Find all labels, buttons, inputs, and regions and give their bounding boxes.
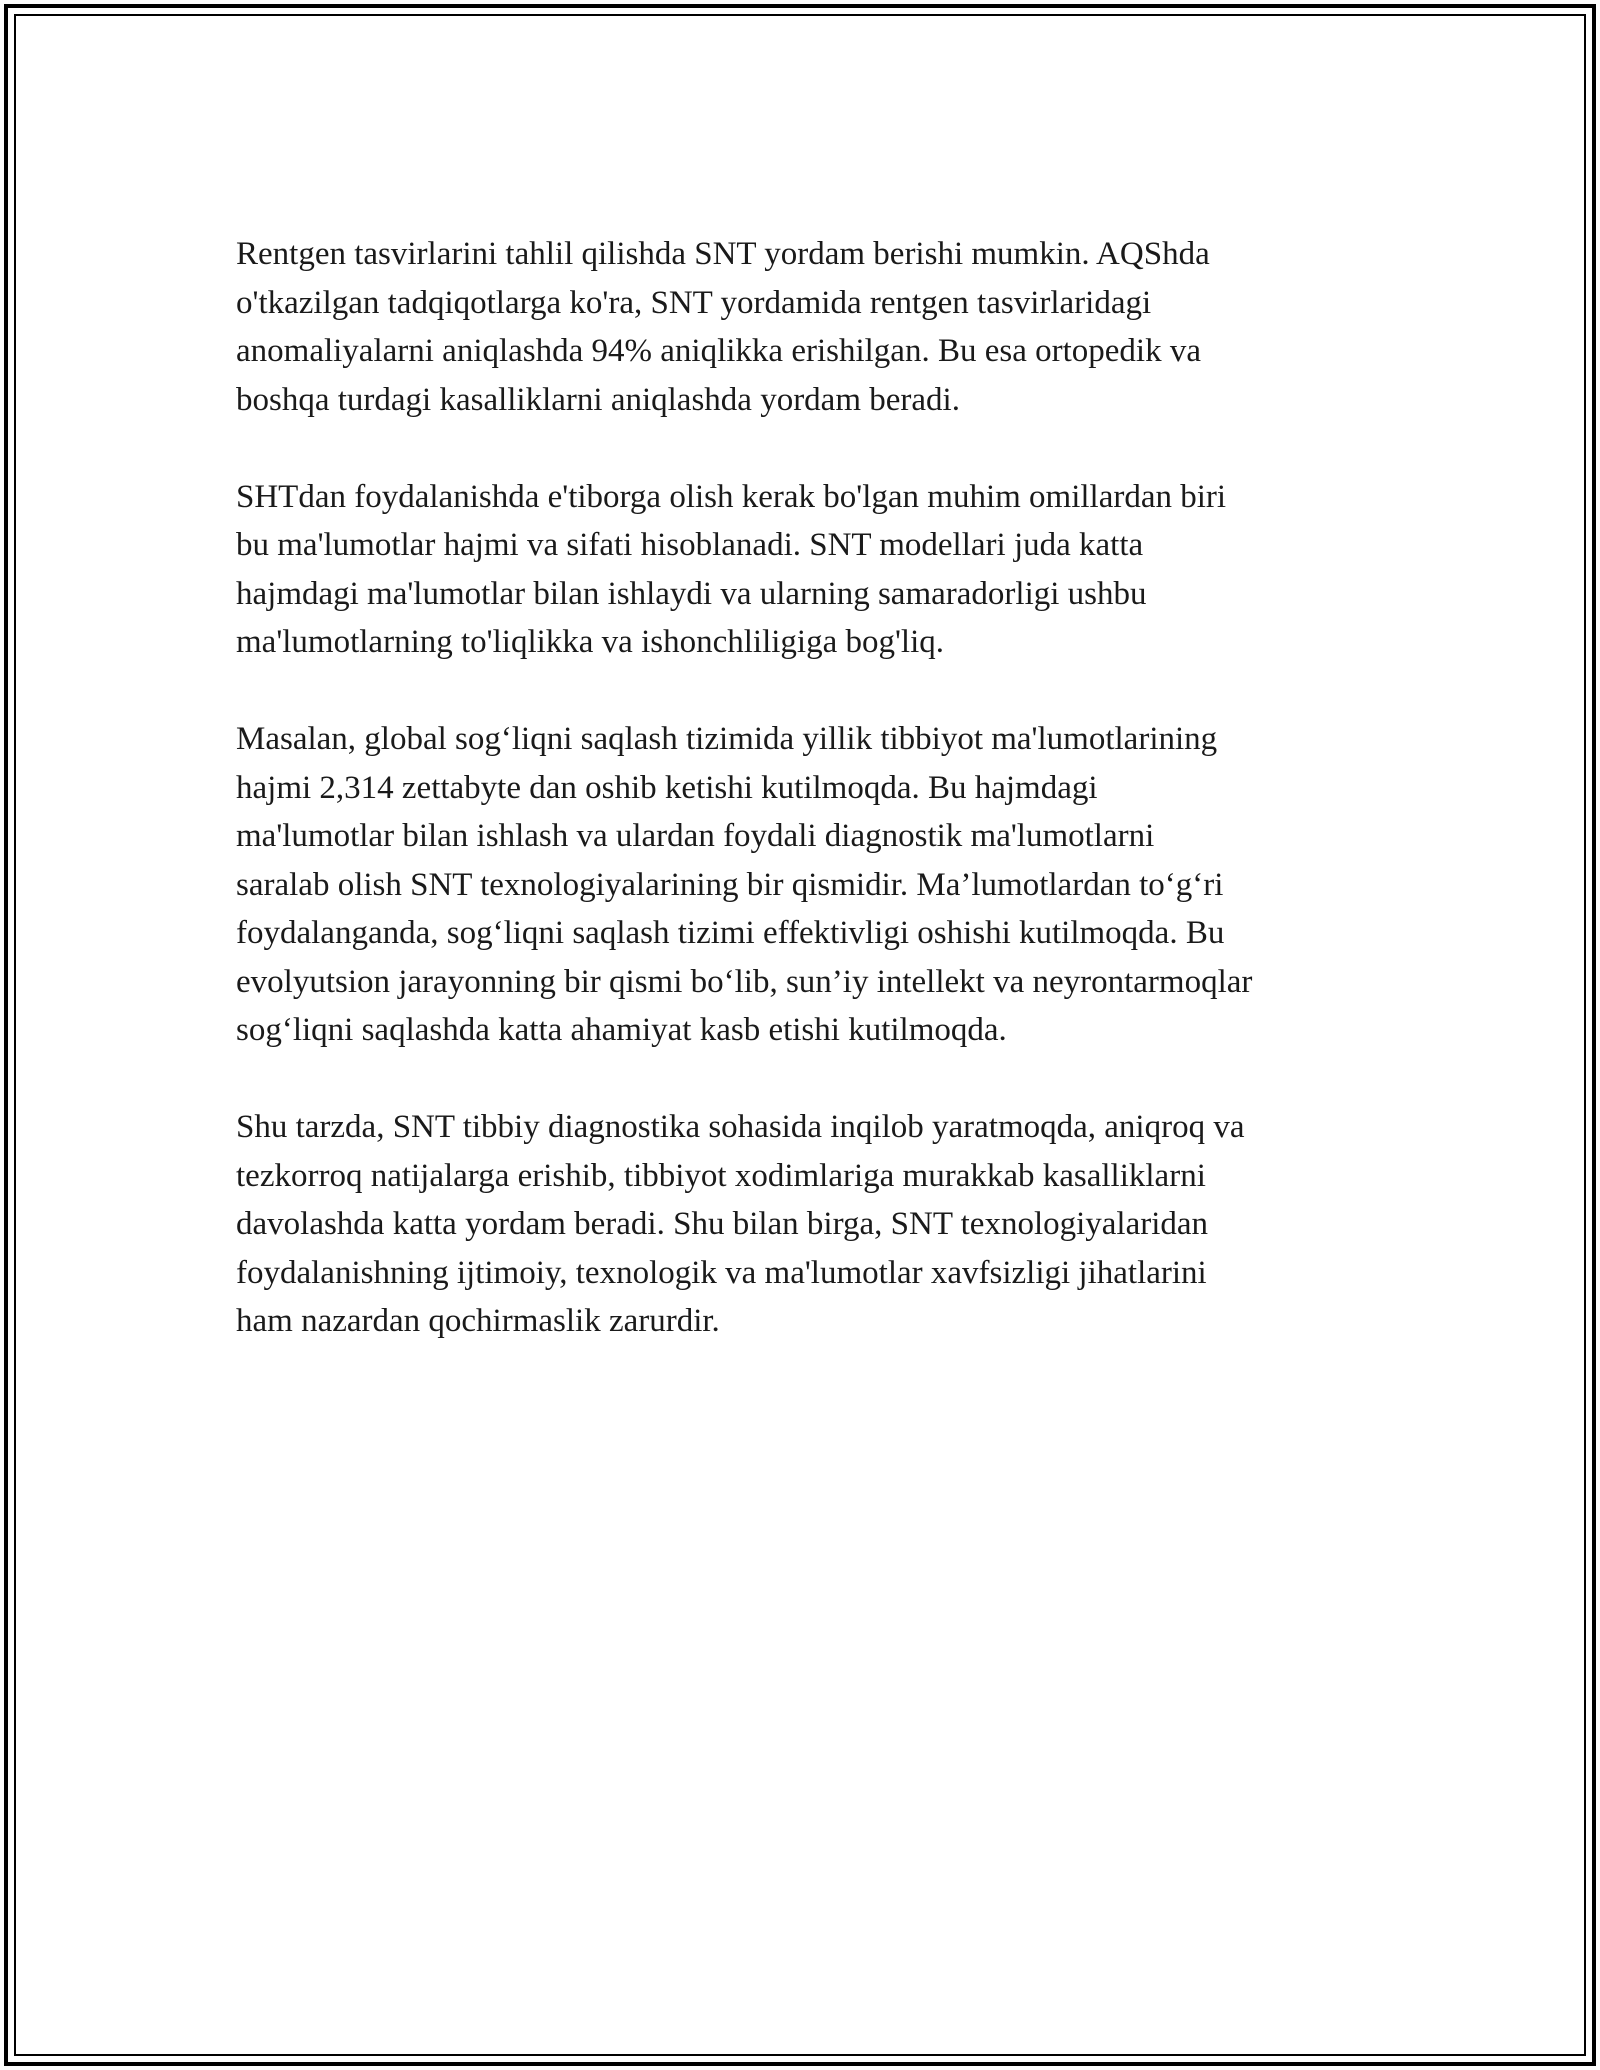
text-line: bu ma'lumotlar hajmi va sifati hisoblanadi. SNT modellari juda katta (236, 527, 1144, 563)
text-line: saralab olish SNT texnologiyalarining bir qismidir. Ma’lumotlardan to‘g‘ri (236, 866, 1224, 903)
text-line: foydalanganda, sog‘liqni saqlash tizimi effektivligi oshishi kutilmoqda. Bu (236, 915, 1225, 951)
text-line: davolashda katta yordam beradi. Shu bilan birga, SNT texnologiyalaridan (236, 1206, 1209, 1242)
text-line: Shu tarzda, SNT tibbiy diagnostika sohasida inqilob yaratmoqda, aniqroq va (236, 1109, 1245, 1145)
text-line: ma'lumotlarning to'liqlikka va ishonchliligiga bog'liq. (236, 624, 945, 660)
text-line: foydalanishning ijtimoiy, texnologik va ma'lumotlar xavfsizligi jihatlarini (236, 1254, 1207, 1291)
text-line: tezkorroq natijalarga erishib, tibbiyot xodimlariga murakkab kasalliklarni (236, 1157, 1206, 1194)
text-line: o'tkazilgan tadqiqotlarga ko'ra, SNT yordamida rentgen tasvirlaridagi (236, 284, 1152, 321)
text-line: hajmi 2,314 zettabyte dan oshib ketishi kutilmoqda. Bu hajmdagi (236, 769, 1098, 806)
paragraph-2 (236, 473, 1386, 667)
text-line: anomaliyalarni aniqlashda 94% aniqlikka erishilgan. Bu esa ortopedik va (236, 333, 1201, 369)
text-line: Rentgen tasvirlarini tahlil qilishda SNT yordam berishi mumkin. AQShda (236, 236, 1210, 272)
text-line: ham nazardan qochirmaslik zarurdir. (236, 1303, 720, 1339)
text-line: ma'lumotlar bilan ishlash va ulardan foydali diagnostik ma'lumotlarni (236, 818, 1155, 854)
paragraph-1 (236, 230, 1386, 424)
paragraph-4 (236, 1103, 1386, 1346)
text-line: evolyutsion jarayonning bir qismi bo‘lib, sun’iy intellekt va neyrontarmoqlar (236, 963, 1253, 1000)
text-line: boshqa turdagi kasalliklarni aniqlashda yordam beradi. (236, 381, 960, 418)
text-line: SHTdan foydalanishda e'tiborga olish kerak bo'lgan muhim omillardan biri (236, 478, 1227, 515)
text-line: Masalan, global sog‘liqni saqlash tizimida yillik tibbiyot ma'lumotlarining (236, 721, 1218, 757)
text-line: hajmdagi ma'lumotlar bilan ishlaydi va ularning samaradorligi ushbu (236, 575, 1147, 612)
text-line: sog‘liqni saqlashda katta ahamiyat kasb etishi kutilmoqda. (236, 1012, 1007, 1048)
document-body (236, 230, 1386, 1394)
paragraph-3 (236, 715, 1386, 1055)
